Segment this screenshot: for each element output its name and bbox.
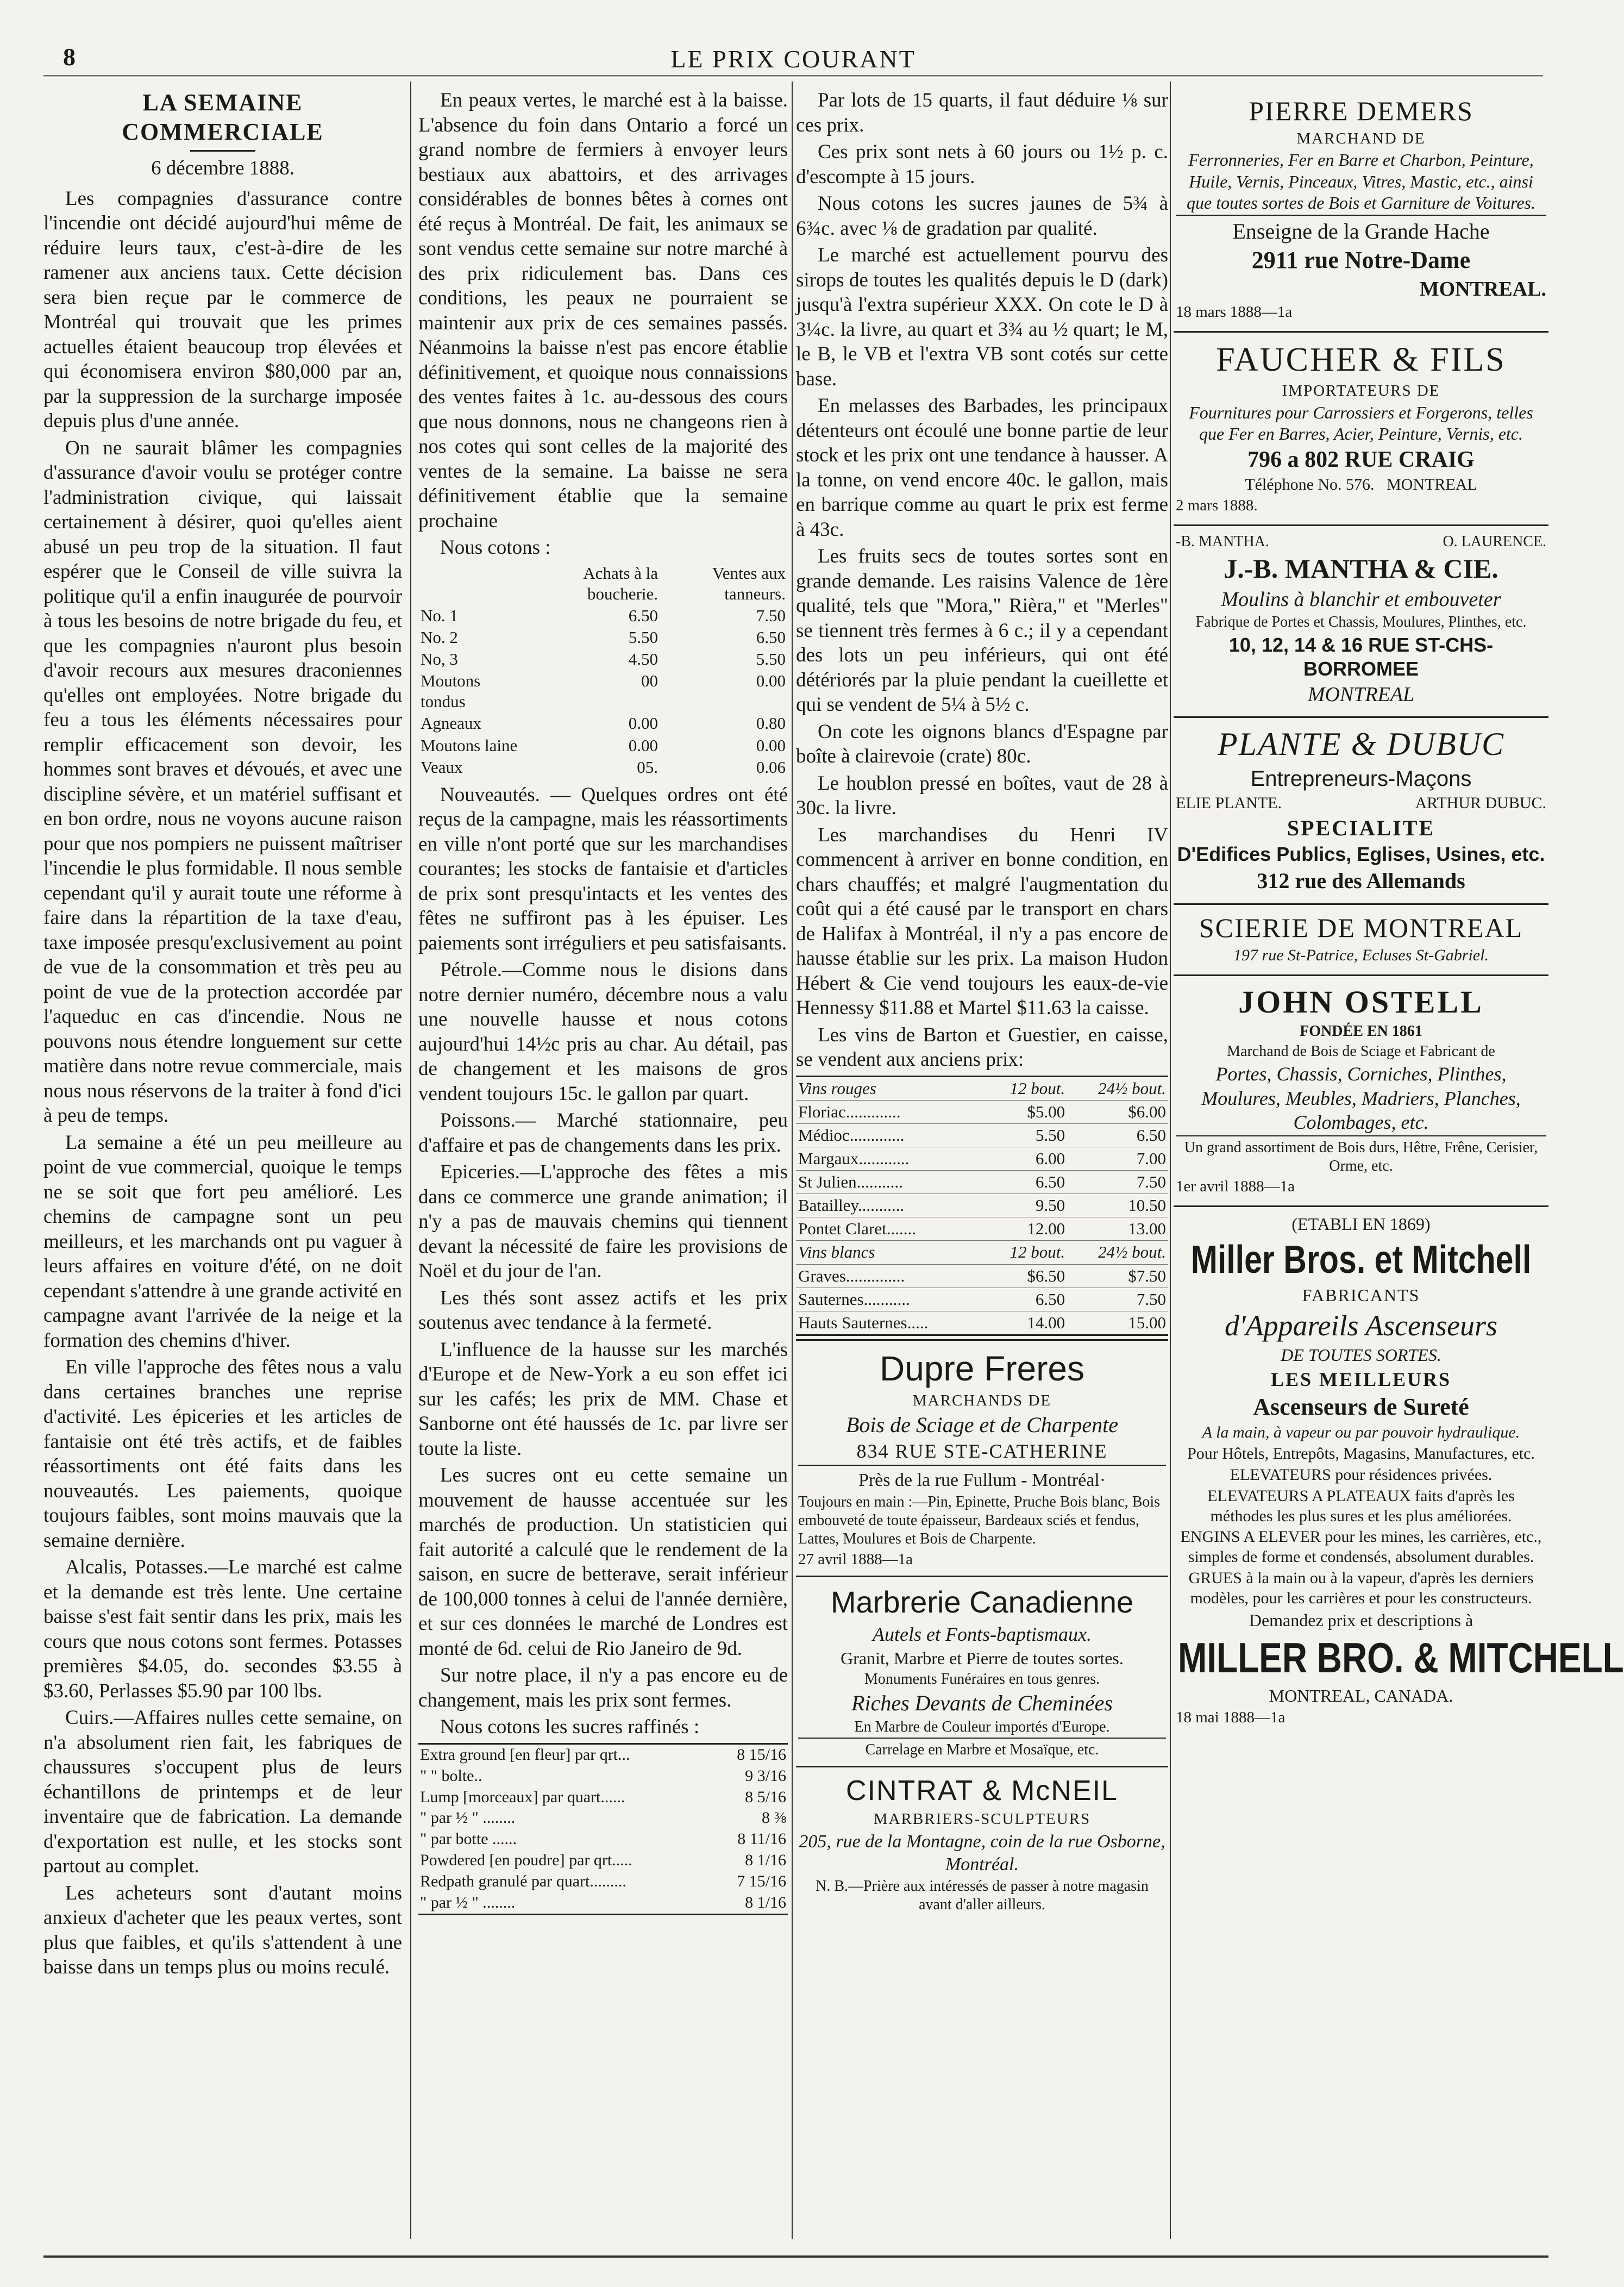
article-paragraph: Les thés sont assez actifs et les prix soutenus avec tendance à la fermeté. xyxy=(418,1286,788,1334)
article-paragraph: Les fruits secs de toutes sortes sont en grande demande. Les raisins Valence de 1ère qualité, tels que "Mora," Rièra," et "Merles" se tiennent très fermes à 6 c.; il y a cependant des lots un peu inférieurs, qui ont été détériorés par la pluie pendant la cueillette et qui se vendent de 5¼ à 5½ c. xyxy=(796,545,1168,716)
ad-name: Dupre Freres xyxy=(880,1348,1084,1388)
table-cell: No. 2 xyxy=(421,627,458,647)
table-cell: 6.50 xyxy=(628,605,659,625)
table-cell: 7.50 xyxy=(1067,1171,1168,1194)
table-row xyxy=(796,1100,1168,1123)
table-cell: 12 bout. xyxy=(984,1076,1067,1100)
ad-dupre-freres xyxy=(796,1339,1168,1576)
table-cell: 12.00 xyxy=(984,1217,1067,1241)
ad-body: Fournitures pour Carrossiers et Forgerons, telles que Fer en Barres, Acier, Peinture, Vernis, etc. xyxy=(1189,402,1533,444)
table-row xyxy=(796,1147,1168,1170)
table-row xyxy=(418,1892,788,1914)
ad-name: JOHN OSTELL xyxy=(1238,984,1484,1020)
ad-line: SPECIALITE xyxy=(1287,816,1435,840)
ad-line: Près de la rue Fullum - Montréal· xyxy=(798,1465,1166,1492)
sugar-price-table xyxy=(418,1743,788,1915)
ad-name: Marbrerie Canadienne xyxy=(830,1585,1134,1620)
ad-address: 10, 12, 14 & 16 RUE ST-CHS-BORROMEE xyxy=(1228,633,1494,680)
ad-line: Un grand assortiment de Bois durs, Hêtre, Frêne, Cerisier, Orme, etc. xyxy=(1176,1135,1546,1176)
table-cell: 8 11/16 xyxy=(737,1830,786,1848)
table-row xyxy=(796,1311,1168,1335)
table-cell: Vins blancs xyxy=(796,1241,984,1264)
article-paragraph: Les acheteurs sont d'autant moins anxieux d'acheter que les peaux vertes, sont plus que faibles, et qu'ils s'attendent à une baisse dans un temps plus ou moins reculé. xyxy=(43,1882,402,1979)
table-cell: Moutons laine xyxy=(421,735,518,755)
table-cell: Médioc............. xyxy=(796,1123,984,1147)
table-cell: Veaux xyxy=(421,757,463,777)
ad-name: J.-B. MANTHA & CIE. xyxy=(1224,553,1498,584)
dateline: 6 décembre 1888. xyxy=(43,150,402,181)
article-paragraph: Les marchandises du Henri IV commencent à arriver en bonne condition, en chars chauffés; et malgré l'augmentation du coût qui a été causé par le transport en chars de Halifax à Montréal, il n'y a pas encore de hausse établie sur les prix. La maison Hudon Hébert & Cie vend toujours les eaux-de-vie Hennessy $11.88 et Martel $11.63 la caisse. xyxy=(796,823,1168,1019)
ad-date: 2 mars 1888. xyxy=(1176,497,1258,515)
article-paragraph: Alcalis, Potasses.—Le marché est calme et la demande est très lente. Une certaine baisse s'est fait sentir dans les prix, mais les cours que nous cotons sont fermes. Potasses premières $4.05, do. secondes $3.55 à $3.60, Perlasses $5.90 par 100 lbs. xyxy=(43,1556,402,1702)
table-cell: Vins rouges xyxy=(796,1076,984,1100)
ad-line: LES MEILLEURS xyxy=(1270,1368,1452,1390)
article-paragraph: Nous cotons les sucres raffinés : xyxy=(440,1716,700,1739)
column-header: Ventes aux tanneurs. xyxy=(712,563,786,603)
article-paragraph: Les sucres ont eu cette semaine un mouvement de hausse accentuée sur les marchés de production. Un statisticien qui fait autorité a calculé que le rendement de la saison, en sucre de betterave, serait inférieur de 100,000 tonnes à celui de l'année dernière, et sur ces données le marché de Londres est monté de 6d. celui de Rio Janeiro de 9d. xyxy=(418,1464,788,1660)
ad-line: ELEVATEURS A PLATEAUX faits d'après les méthodes les plus sures et les plus améliorées. xyxy=(1207,1486,1515,1525)
table-cell: 15.00 xyxy=(1067,1311,1168,1335)
page-header xyxy=(43,42,1543,77)
table-row xyxy=(418,1766,788,1787)
table-cell: St Julien........... xyxy=(796,1171,984,1194)
table-row xyxy=(418,627,788,648)
ad-pierre-demers xyxy=(1174,88,1548,333)
page-number: 8 xyxy=(63,43,76,71)
table-section-row xyxy=(796,1076,1168,1100)
ad-city: MONTREAL, CANADA. xyxy=(1269,1686,1453,1706)
ad-address: 2911 rue Notre-Dame xyxy=(1251,247,1471,274)
ad-partner: ARTHUR DUBUC. xyxy=(1415,794,1546,813)
table-cell: Redpath granulé par quart......... xyxy=(420,1872,626,1891)
table-cell: 24½ bout. xyxy=(1067,1076,1168,1100)
table-cell: 5.50 xyxy=(984,1123,1067,1147)
table-cell: 12 bout. xyxy=(984,1241,1067,1264)
article-paragraph: Par lots de 15 quarts, il faut déduire ⅛ sur ces prix. xyxy=(796,89,1168,136)
table-cell: No. 1 xyxy=(421,605,458,625)
article-paragraph: Ces prix sont nets à 60 jours ou 1½ p. c. d'escompte à 15 jours. xyxy=(796,141,1168,188)
article-paragraph: Le marché est actuellement pourvu des sirops de toutes les qualités depuis le D (dark) jusqu'à l'extra supérieur XXX. On cote le D à 3¼c. la livre, au quart et 3¾ au ½ quart; le M, le B, le VB et l'extra VB sont cotés sur cette base. xyxy=(796,244,1168,390)
ad-name: FAUCHER & FILS xyxy=(1216,341,1506,378)
newspaper-title: LE PRIX COURANT xyxy=(670,45,916,73)
table-row xyxy=(418,735,788,757)
table-cell: 00 xyxy=(641,671,659,691)
table-cell: " " bolte.. xyxy=(420,1766,482,1785)
wine-price-table xyxy=(796,1076,1168,1336)
table-cell: $7.50 xyxy=(1067,1264,1168,1288)
table-cell: Batailley........... xyxy=(796,1194,984,1217)
table-cell: 6.50 xyxy=(984,1171,1067,1194)
ad-date: 18 mai 1888—1a xyxy=(1176,1708,1286,1726)
hides-price-table xyxy=(418,563,788,778)
ad-line: Enseigne de la Grande Hache xyxy=(1176,215,1546,245)
table-row xyxy=(418,1829,788,1850)
article-paragraph: Epiceries.—L'approche des fêtes a mis dans ce commerce une grande animation; il n'y a pas de mauvais chemins qui tiennent devant la nécessité de faire les provisions de Noël et du jour de l'an. xyxy=(418,1161,788,1283)
table-cell: 9 3/16 xyxy=(745,1766,786,1785)
ad-body: Ferronneries, Fer en Barre et Charbon, Peinture, Huile, Vernis, Pinceaux, Vitres, Mastic, etc., ainsi que toutes sortes de Bois et Garniture de Voitures. xyxy=(1187,150,1535,213)
table-cell: $5.00 xyxy=(984,1100,1067,1123)
table-cell: Moutons tondus xyxy=(421,671,481,711)
table-row xyxy=(418,1850,788,1871)
table-row xyxy=(796,1171,1168,1194)
table-cell: 10.50 xyxy=(1067,1194,1168,1217)
table-cell: 0.00 xyxy=(756,671,786,691)
table-row xyxy=(796,1194,1168,1217)
ad-address: 205, rue de la Montagne, coin de la rue Osborne, Montréal. xyxy=(799,1832,1165,1874)
table-cell: 0.06 xyxy=(756,757,786,777)
table-cell: Powdered [en poudre] par qrt..... xyxy=(420,1851,632,1870)
column-header: Achats à la boucherie. xyxy=(583,563,659,603)
ad-city: MONTREAL xyxy=(1307,683,1415,707)
ad-line: Autels et Fonts-baptismaux. xyxy=(873,1623,1092,1646)
column-rule xyxy=(1170,82,1171,2239)
table-cell: " par ½ " ........ xyxy=(420,1893,516,1911)
ad-partner: O. LAURENCE. xyxy=(1443,533,1546,550)
table-cell: 6.50 xyxy=(1067,1123,1168,1147)
table-cell: 8 5/16 xyxy=(745,1788,786,1806)
ad-line: Pour Hôtels, Entrepôts, Magasins, Manufactures, etc. xyxy=(1187,1444,1535,1463)
table-cell: 14.00 xyxy=(984,1311,1067,1335)
ad-partner: -B. MANTHA. xyxy=(1176,533,1269,550)
ad-note: N. B.—Prière aux intéressés de passer à notre magasin avant d'aller ailleurs. xyxy=(816,1877,1149,1914)
table-cell: 5.50 xyxy=(628,627,659,647)
column-2 xyxy=(418,88,788,2240)
column-4-advertisements xyxy=(1174,88,1624,2240)
table-cell: 7.50 xyxy=(756,605,786,625)
ad-line: Granit, Marbre et Pierre de toutes sortes. xyxy=(841,1648,1124,1668)
table-cell: " par botte ...... xyxy=(420,1830,517,1848)
table-row xyxy=(418,670,788,713)
article-paragraph: Cuirs.—Affaires nulles cette semaine, on n'a absolument rien fait, les fabriques de chaussures s'occupent plus de leurs échantillons de printemps et de leur inventaire que de fabrication. La demande d'exportation est nulle, et les stocks sont partout au complet. xyxy=(43,1707,402,1878)
ad-name: PLANTE & DUBUC xyxy=(1217,726,1505,763)
ad-date: 1er avril 1888—1a xyxy=(1176,1177,1295,1195)
ad-subtitle: MARBRIERS-SCULPTEURS xyxy=(873,1810,1091,1828)
table-cell: 8 ⅜ xyxy=(762,1809,786,1827)
ad-city: MONTREAL xyxy=(1387,476,1477,494)
table-cell: 0.00 xyxy=(628,714,659,733)
article-paragraph: La semaine a été un peu meilleure au point de vue commercial, quoique le temps ne se soit que fort peu amélioré. Les chemins de campagne sont un peu meilleurs, et les marchands ont pu vaguer à leurs affaires en voiture d'été, on ne doit cependant s'attendre à une grande activité en campagne avant l'arrivée de la neige et la formation des chemins d'hiver. xyxy=(43,1131,403,1352)
ad-line: Monuments Funéraires en tous genres. xyxy=(864,1670,1100,1688)
article-paragraph: Pétrole.—Comme nous le disions dans notre dernier numéro, décembre nous a valu une nouvelle hausse et nous cotons aujourd'hui 14½c pris au char. Au détail, pas de changement et les maisons de gros vendent toujours 15c. le gallon par quart. xyxy=(418,959,788,1105)
ad-miller-bros xyxy=(1174,1207,1624,1736)
ad-line: Ascenseurs de Sureté xyxy=(1253,1393,1469,1420)
article-paragraph: Nouveautés. — Quelques ordres ont été reçus de la campagne, mais les réassortiments en ville n'ont porté que sur les marchandises courantes; les stocks de fantaisie et d'articles de prix sont presqu'intacts et les ventes des fêtes ne suffiront pas à les épuiser. Les paiements sont irréguliers et peu satisfaisants. xyxy=(418,783,788,954)
ad-line: GRUES à la main ou à la vapeur, d'après les derniers modèles, pour les carrières et pour les constructeurs. xyxy=(1188,1569,1534,1608)
ad-date: 18 mars 1888—1a xyxy=(1176,303,1293,321)
article-paragraph: Les vins de Barton et Guestier, en caisse, se vendent aux anciens prix: xyxy=(796,1023,1168,1071)
table-header-row xyxy=(418,563,788,605)
table-cell: 6.00 xyxy=(984,1147,1067,1170)
ad-line: Riches Devants de Cheminées xyxy=(851,1691,1113,1716)
table-cell: 13.00 xyxy=(1067,1217,1168,1241)
table-cell: 0.80 xyxy=(756,714,786,733)
page-bottom-rule xyxy=(43,2255,1548,2258)
table-row xyxy=(796,1217,1168,1241)
ad-founded: FONDÉE EN 1861 xyxy=(1300,1023,1422,1040)
ad-body: Toujours en main :—Pin, Epinette, Pruche Bois blanc, Bois embouveté de toute épaisseur, Bardeaux sciés et fendus, Lattes, Moulures et Bois de Charpente. xyxy=(798,1493,1161,1548)
table-cell: 05. xyxy=(637,757,659,777)
ad-line: Carrelage en Marbre et Mosaïque, etc. xyxy=(798,1738,1166,1759)
ad-subtitle: IMPORTATEURS DE xyxy=(1282,382,1440,400)
table-cell: $6.50 xyxy=(984,1264,1067,1288)
table-cell: Lump [morceaux] par quart...... xyxy=(420,1788,625,1806)
table-cell: Graves.............. xyxy=(796,1264,984,1288)
column-3 xyxy=(796,88,1168,2240)
table-row xyxy=(796,1264,1168,1288)
ad-name: PIERRE DEMERS xyxy=(1249,96,1473,126)
table-row xyxy=(418,1787,788,1808)
table-cell: $6.00 xyxy=(1067,1100,1168,1123)
ad-subtitle: FABRICANTS xyxy=(1302,1285,1420,1305)
table-cell: 7.00 xyxy=(1067,1147,1168,1170)
table-row xyxy=(418,1871,788,1892)
table-cell: 24½ bout. xyxy=(1067,1241,1168,1264)
ad-address: 197 rue St-Patrice, Ecluses St-Gabriel. xyxy=(1233,946,1489,965)
ad-subtitle: Entrepreneurs-Maçons xyxy=(1250,766,1472,791)
ad-line: D'Edifices Publics, Eglises, Usines, etc. xyxy=(1177,843,1545,866)
ad-subtitle: Marchand de Bois de Sciage et Fabricant de xyxy=(1227,1042,1495,1060)
table-row xyxy=(796,1123,1168,1147)
table-section-row xyxy=(796,1241,1168,1264)
ad-line: DE TOUTES SORTES. xyxy=(1281,1345,1441,1365)
ad-line: A la main, à vapeur ou par pouvoir hydraulique. xyxy=(1202,1423,1520,1441)
ad-marbrerie-canadienne xyxy=(796,1576,1168,1766)
ad-address: 312 rue des Allemands xyxy=(1257,868,1465,893)
ad-address: 796 a 802 RUE CRAIG xyxy=(1247,447,1475,472)
section-heading: LA SEMAINE COMMERCIALE xyxy=(122,89,324,146)
table-cell: 8 1/16 xyxy=(745,1893,786,1911)
table-cell: " par ½ " ........ xyxy=(420,1809,516,1827)
article-paragraph: Poissons.— Marché stationnaire, peu d'affaire et pas de changements dans les prix. xyxy=(418,1109,788,1157)
ad-plante-dubuc xyxy=(1174,718,1548,905)
table-cell: Floriac............. xyxy=(796,1100,984,1123)
article-paragraph: On ne saurait blâmer les compagnies d'assurance d'avoir voulu se protéger contre l'administration civique, qui laissait certainement à désirer, quoi qu'elles aient abusé un peu trop de la situation. Il faut espérer que le Conseil de ville suivra la politique qu'il a enfin inaugurée de pourvoir à tous les besoins de notre brigade du feu, et que les compagnies n'auront plus besoin d'avoir recours aux mesures draconiennes qu'elles ont employées. Notre brigade du feu a tous les éléments nécessaires pour remplir efficacement son devoir, les hommes sont braves et dévoués, et avec une discipline sévère, et un matériel suffisant et en bon ordre, nous ne voyons aucune raison pour que nos pompiers ne puissent maîtriser l'incendie le plus formidable. Il nous semble cependant qu'il y aurait toute une réforme à faire dans la répartition de la taxe d'eau, taxe imposée presqu'exclusivement au point de vue de la consommation et très peu au point de vue de la protection accordée par l'aqueduc en cas d'incendie. Nous ne pouvons nous étendre longuement sur cette matière dans notre revue commerciale, mais nous nous réservons de la traiter à fond d'ici à peu de temps. xyxy=(43,436,402,1127)
article-paragraph: Les compagnies d'assurance contre l'incendie ont décidé aujourd'hui même de réduire leurs taux, c'est-à-dire de les ramener aux anciens taux. Cette décision sera bien reçue par le commerce de Montréal qui trouvait que les primes actuelles étaient beaucoup trop élevées et qui économisera environ $80,000 par an, par la suppression de la surcharge imposée depuis plus d'une année. xyxy=(43,187,402,433)
table-cell: Pontet Claret....... xyxy=(796,1217,984,1241)
ad-line: En Marbre de Couleur importés d'Europe. xyxy=(854,1718,1110,1735)
table-cell: 6.50 xyxy=(756,627,786,647)
ad-faucher-fils xyxy=(1174,333,1548,526)
table-cell: 9.50 xyxy=(984,1194,1067,1217)
table-row xyxy=(418,1808,788,1829)
table-cell: 0.00 xyxy=(756,735,786,755)
table-cell: Extra ground [en fleur] par qrt... xyxy=(420,1745,630,1764)
ad-mantha xyxy=(1174,526,1548,718)
ad-line: d'Appareils Ascenseurs xyxy=(1224,1309,1497,1342)
table-cell: 8 1/16 xyxy=(745,1851,786,1870)
ad-subtitle: MARCHANDS DE xyxy=(912,1391,1052,1409)
ad-cintrat-mcneil xyxy=(796,1766,1168,1921)
article-paragraph: Nous cotons les sucres jaunes de 5¾ à 6¾c. avec ⅛ de gradation par qualité. xyxy=(796,192,1168,240)
ad-date: 27 avril 1888—1a xyxy=(798,1550,913,1568)
table-cell: Hauts Sauternes..... xyxy=(796,1311,984,1335)
ad-john-ostell xyxy=(1174,976,1548,1207)
ad-line: Moulins à blanchir et embouveter xyxy=(1221,588,1501,611)
ad-body: Portes, Chassis, Corniches, Plinthes, Moulures, Meubles, Madriers, Planches, Colombages, etc. xyxy=(1201,1063,1521,1133)
ad-line: Fabrique de Portes et Chassis, Moulures, Plinthes, etc. xyxy=(1195,614,1527,631)
article-paragraph: On cote les oignons blancs d'Espagne par boîte à clairevoie (crate) 80c. xyxy=(796,720,1168,767)
article-paragraph: Sur notre place, il n'y a pas encore eu de changement, mais les prix sont fermes. xyxy=(418,1664,788,1711)
table-row xyxy=(418,1744,788,1765)
table-cell: 0.00 xyxy=(628,735,659,755)
ad-address: 834 RUE STE-CATHERINE xyxy=(856,1440,1108,1463)
ad-partner: ELIE PLANTE. xyxy=(1176,794,1282,813)
table-row xyxy=(796,1288,1168,1311)
article-paragraph: Le houblon pressé en boîtes, vaut de 28 à 30c. la livre. xyxy=(796,772,1168,819)
article-paragraph: Nous cotons : xyxy=(440,536,551,559)
ad-phone: Téléphone No. 576. xyxy=(1245,476,1375,494)
table-cell: 7.50 xyxy=(1067,1288,1168,1311)
ad-line: Demandez prix et descriptions à xyxy=(1249,1610,1473,1630)
article-paragraph: En ville l'approche des fêtes nous a valu dans certaines branches une reprise d'activité. Les épiceries et les articles de fantaisie ont été très actifs, et de faibles réassortiments ont été faits dans les nouveautés. Les paiements, quoique toujours faibles, sont moins mauvais que la semaine dernière. xyxy=(43,1356,402,1552)
ad-scierie xyxy=(1174,905,1548,976)
column-rule xyxy=(410,82,411,2239)
article-paragraph: En peaux vertes, le marché est à la baisse. L'absence du foin dans Ontario a forcé un grand nombre de fermiers à envoyer leurs bestiaux aux abattoirs, et des arrivages considérables de bonnes bêtes à cornes ont été reçus à Montréal. De fait, les animaux se sont vendus cette semaine sur notre marché à des prix ridiculement bas. Dans ces conditions, les peaux ne pourraient se maintenir aux prix de ces semaines passés. Néanmoins la baisse n'est pas encore établie définitivement, et quoique nous connaissions des ventes faites à 1c. au-dessous des cours que nous donnons, nous ne changeons rien à nos cotes qui sont celles de la majorité des ventes de la semaine. La baisse ne sera définitivement établie que la semaine prochaine xyxy=(418,89,788,532)
ad-name: Miller Bros. et Mitchell xyxy=(1190,1238,1532,1282)
ad-line: ENGINS A ELEVER pour les mines, les carrières, etc., simples de forme et condensés, absolument durables. xyxy=(1180,1528,1542,1566)
ad-name: SCIERIE DE MONTREAL xyxy=(1199,912,1523,943)
ad-name: CINTRAT & McNEIL xyxy=(845,1775,1118,1807)
table-cell: 6.50 xyxy=(984,1288,1067,1311)
table-cell: 7 15/16 xyxy=(737,1872,786,1891)
table-row xyxy=(418,713,788,734)
table-cell: Sauternes........... xyxy=(796,1288,984,1311)
ad-established: (ETABLI EN 1869) xyxy=(1291,1214,1431,1234)
article-paragraph: En melasses des Barbades, les principaux détenteurs ont écoulé une bonne partie de leur stock et les prix ont une tendance à hausser. A la tonne, on vend encore 40c. le gallon, mais en barrique comme au quart le prix est ferme à 43c. xyxy=(796,395,1168,541)
article-paragraph: L'influence de la hausse sur les marchés d'Europe et de New-York a eu son effet ici sur les cafés; les prix de MM. Chase et Sanborne ont été haussés de 1c. par livre ser toute la liste. xyxy=(418,1338,788,1460)
table-row xyxy=(418,757,788,778)
table-cell: Agneaux xyxy=(421,714,481,733)
table-cell: 4.50 xyxy=(628,649,659,668)
table-row xyxy=(418,605,788,627)
table-cell: 8 15/16 xyxy=(737,1745,786,1764)
ad-subtitle: MARCHAND DE xyxy=(1296,129,1426,147)
column-1 xyxy=(43,88,402,2240)
ad-line: Bois de Sciage et de Charpente xyxy=(846,1413,1118,1438)
table-row xyxy=(418,648,788,670)
ad-line: ELEVATEURS pour résidences privées. xyxy=(1230,1465,1493,1484)
table-cell: Margaux............ xyxy=(796,1147,984,1170)
table-cell: 5.50 xyxy=(756,649,786,668)
ad-city: MONTREAL. xyxy=(1419,277,1546,301)
table-cell: No, 3 xyxy=(421,649,458,668)
column-rule xyxy=(792,82,793,2239)
ad-name-large: MILLER BRO. & MITCHELL xyxy=(1177,1634,1624,1682)
